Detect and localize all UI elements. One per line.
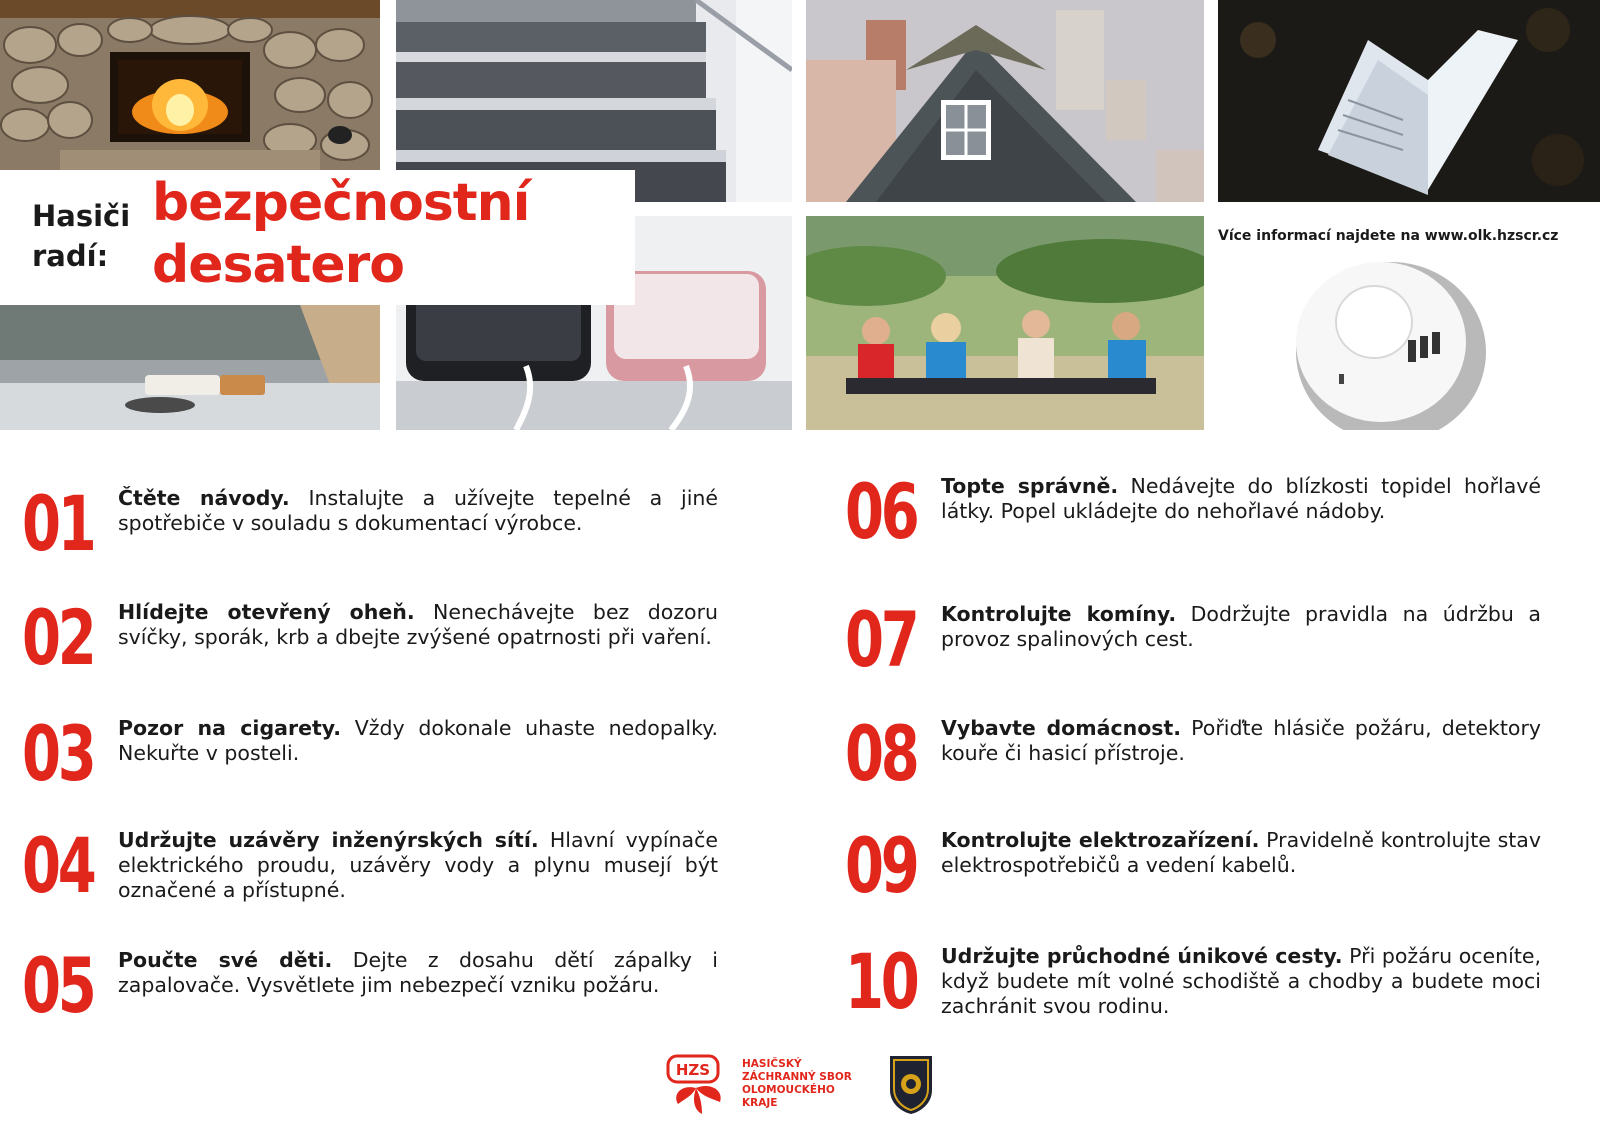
tip-text	[118, 486, 718, 536]
tip-03	[22, 704, 792, 814]
smoke-detector-photo	[1296, 262, 1496, 430]
hzs-logo	[666, 1054, 732, 1116]
house-roof-photo	[806, 0, 1204, 202]
tip-04	[22, 816, 792, 926]
tip-heading: Čtěte návody.	[118, 486, 290, 510]
tip-body: Dejte z dosahu dětí zápalky i zapalovače. Vysvětlete jim nebezpečí vzniku požáru.	[118, 948, 718, 997]
tip-heading: Kontrolujte komíny.	[941, 602, 1177, 626]
tip-07	[845, 590, 1600, 700]
hzs-logo-text: HZS	[675, 1061, 711, 1079]
org-name: HASIČSKÝ ZÁCHRANNÝ SBOR OLOMOUCKÉHO KRAJE	[742, 1058, 852, 1109]
tip-09	[845, 816, 1600, 926]
tip-text	[941, 602, 1541, 652]
tip-heading: Kontrolujte elektrozařízení.	[941, 828, 1260, 852]
tip-text	[941, 828, 1541, 878]
tip-number: 05	[22, 941, 94, 1030]
tip-10	[845, 932, 1600, 1042]
cigarette-photo	[0, 305, 380, 430]
tip-heading: Udržujte průchodné únikové cesty.	[941, 944, 1343, 968]
tip-number: 04	[22, 821, 94, 910]
tip-08	[845, 704, 1600, 814]
more-info-link[interactable]: Více informací najdete na www.olk.hzscr.cz	[1218, 228, 1559, 244]
tip-06	[845, 462, 1600, 572]
tip-number: 02	[22, 593, 94, 682]
tip-05	[22, 936, 792, 1046]
title-big: bezpečnostní desatero	[152, 173, 530, 295]
tip-text	[941, 716, 1541, 766]
tip-text	[118, 716, 718, 766]
fireplace-photo	[0, 0, 380, 170]
tip-text	[118, 828, 718, 903]
tip-heading: Hlídejte otevřený oheň.	[118, 600, 415, 624]
tip-heading: Vybavte domácnost.	[941, 716, 1182, 740]
tip-02	[22, 588, 792, 698]
tip-number: 01	[22, 479, 94, 568]
tip-heading: Topte správně.	[941, 474, 1119, 498]
tip-heading: Pozor na cigarety.	[118, 716, 342, 740]
tip-01	[22, 474, 792, 584]
tip-number: 08	[845, 709, 917, 798]
tip-number: 07	[845, 595, 917, 684]
tip-text	[118, 600, 718, 650]
tip-body: Nenechávejte bez dozoru svíčky, sporák, krb a dbejte zvýšené opatrnosti při vaření.	[118, 600, 718, 649]
tip-text	[941, 944, 1541, 1019]
tip-heading: Udržujte uzávěry inženýrských sítí.	[118, 828, 539, 852]
book-photo	[1218, 0, 1600, 202]
tip-number: 03	[22, 709, 94, 798]
tip-text	[941, 474, 1541, 524]
tip-body: Pořiďte hlásiče požáru, detektory kouře či hasicí přístroje.	[941, 716, 1542, 765]
tip-number: 06	[845, 467, 917, 556]
tip-body: Při požáru oceníte, když budete mít volné schodiště a chodby a budete moci zachránit svou rodinu.	[941, 944, 1541, 1018]
tip-body: Hlavní vypínače elektrického proudu, uzávěry vody a plynu musejí být označené a přístupné.	[118, 828, 718, 902]
children-photo	[806, 216, 1204, 430]
tip-body: Instalujte a užívejte tepelné a jiné spotřebiče v souladu s dokumentací výrobce.	[118, 486, 719, 535]
tip-text	[118, 948, 718, 998]
title-small: Hasiči radí:	[32, 199, 131, 273]
tip-body: Dodržujte pravidla na údržbu a provoz spalinových cest.	[941, 602, 1541, 651]
emblem-badge	[886, 1052, 936, 1116]
tip-number: 10	[845, 937, 917, 1026]
tip-body: Nedávejte do blízkosti topidel hořlavé látky. Popel ukládejte do nehořlavé nádoby.	[941, 474, 1542, 523]
tip-number: 09	[845, 821, 917, 910]
tip-heading: Poučte své děti.	[118, 948, 333, 972]
tip-body: Vždy dokonale uhaste nedopalky. Nekuřte v posteli.	[118, 716, 718, 765]
tip-body: Pravidelně kontrolujte stav elektrospotřebičů a vedení kabelů.	[941, 828, 1541, 877]
